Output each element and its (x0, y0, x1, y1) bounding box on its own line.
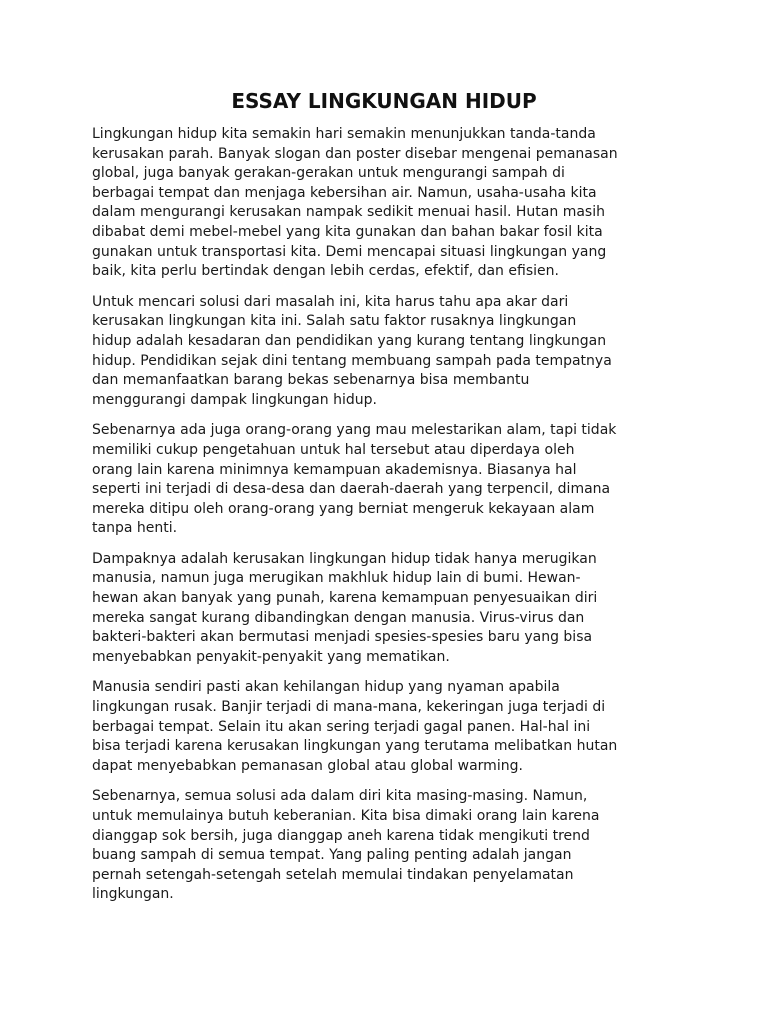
paragraph-4: Dampaknya adalah kerusakan lingkungan hidup tidak hanya merugikan manusia, namun juga merugikan makhluk hidup lain di bumi. Hewan- hewan akan banyak yang punah, karena kemampuan penyesuaikan diri mereka sangat kurang dibandingkan dengan manusia. Virus-virus dan bakteri-bakteri akan bermutasi menjadi spesies-spesies baru yang bisa menyebabkan penyakit-penyakit yang mematikan. (92, 550, 598, 665)
document-title: ESSAY LINGKUNGAN HIDUP (231, 89, 537, 113)
paragraph-6: Sebenarnya, semua solusi ada dalam diri kita masing-masing. Namun, untuk memulainya butuh keberanian. Kita bisa dimaki orang lain karena dianggap sok bersih, juga dianggap aneh karena tidak mengikuti trend buang sampah di semua tempat. Yang paling penting adalah jangan pernah setengah-setengah setelah memulai tindakan penyelamatan lingkungan. (92, 788, 600, 903)
paragraph-5: Manusia sendiri pasti akan kehilangan hidup yang nyaman apabila lingkungan rusak. Banjir terjadi di mana-mana, kekeringan juga terjadi di berbagai tempat. Selain itu akan sering terjadi gagal panen. Hal-hal ini bisa terjadi karena kerusakan lingkungan yang terutama melibatkan hutan dapat menyebabkan pemanasan global atau global warming. (92, 679, 618, 774)
paragraph-2: Untuk mencari solusi dari masalah ini, kita harus tahu apa akar dari kerusakan lingkungan kita ini. Salah satu faktor rusaknya lingkungan hidup adalah kesadaran dan pendidikan yang kurang tentang lingkungan hidup. Pendidikan sejak dini tentang membuang sampah pada tempatnya dan memanfaatkan barang bekas sebenarnya bisa membantu menggurangi dampak lingkungan hidup. (92, 293, 612, 408)
document-body (92, 125, 692, 916)
paragraph-3: Sebenarnya ada juga orang-orang yang mau melestarikan alam, tapi tidak memiliki cukup pengetahuan untuk hal tersebut atau diperdaya oleh orang lain karena minimnya kemampuan akademisnya. Biasanya hal seperti ini terjadi di desa-desa dan daerah-daerah yang terpencil, dimana mereka ditipu oleh orang-orang yang berniat mengeruk kekayaan alam tanpa henti. (92, 422, 617, 537)
paragraph-1: Lingkungan hidup kita semakin hari semakin menunjukkan tanda-tanda kerusakan parah. Banyak slogan dan poster disebar mengenai pemanasan global, juga banyak gerakan-gerakan untuk mengurangi sampah di berbagai tempat dan menjaga kebersihan air. Namun, usaha-usaha kita dalam mengurangi kerusakan nampak sedikit menuai hasil. Hutan masih dibabat demi mebel-mebel yang kita gunakan dan bahan bakar fosil kita gunakan untuk transportasi kita. Demi mencapai situasi lingkungan yang baik, kita perlu bertindak dengan lebih cerdas, efektif, dan efisien. (92, 126, 618, 280)
